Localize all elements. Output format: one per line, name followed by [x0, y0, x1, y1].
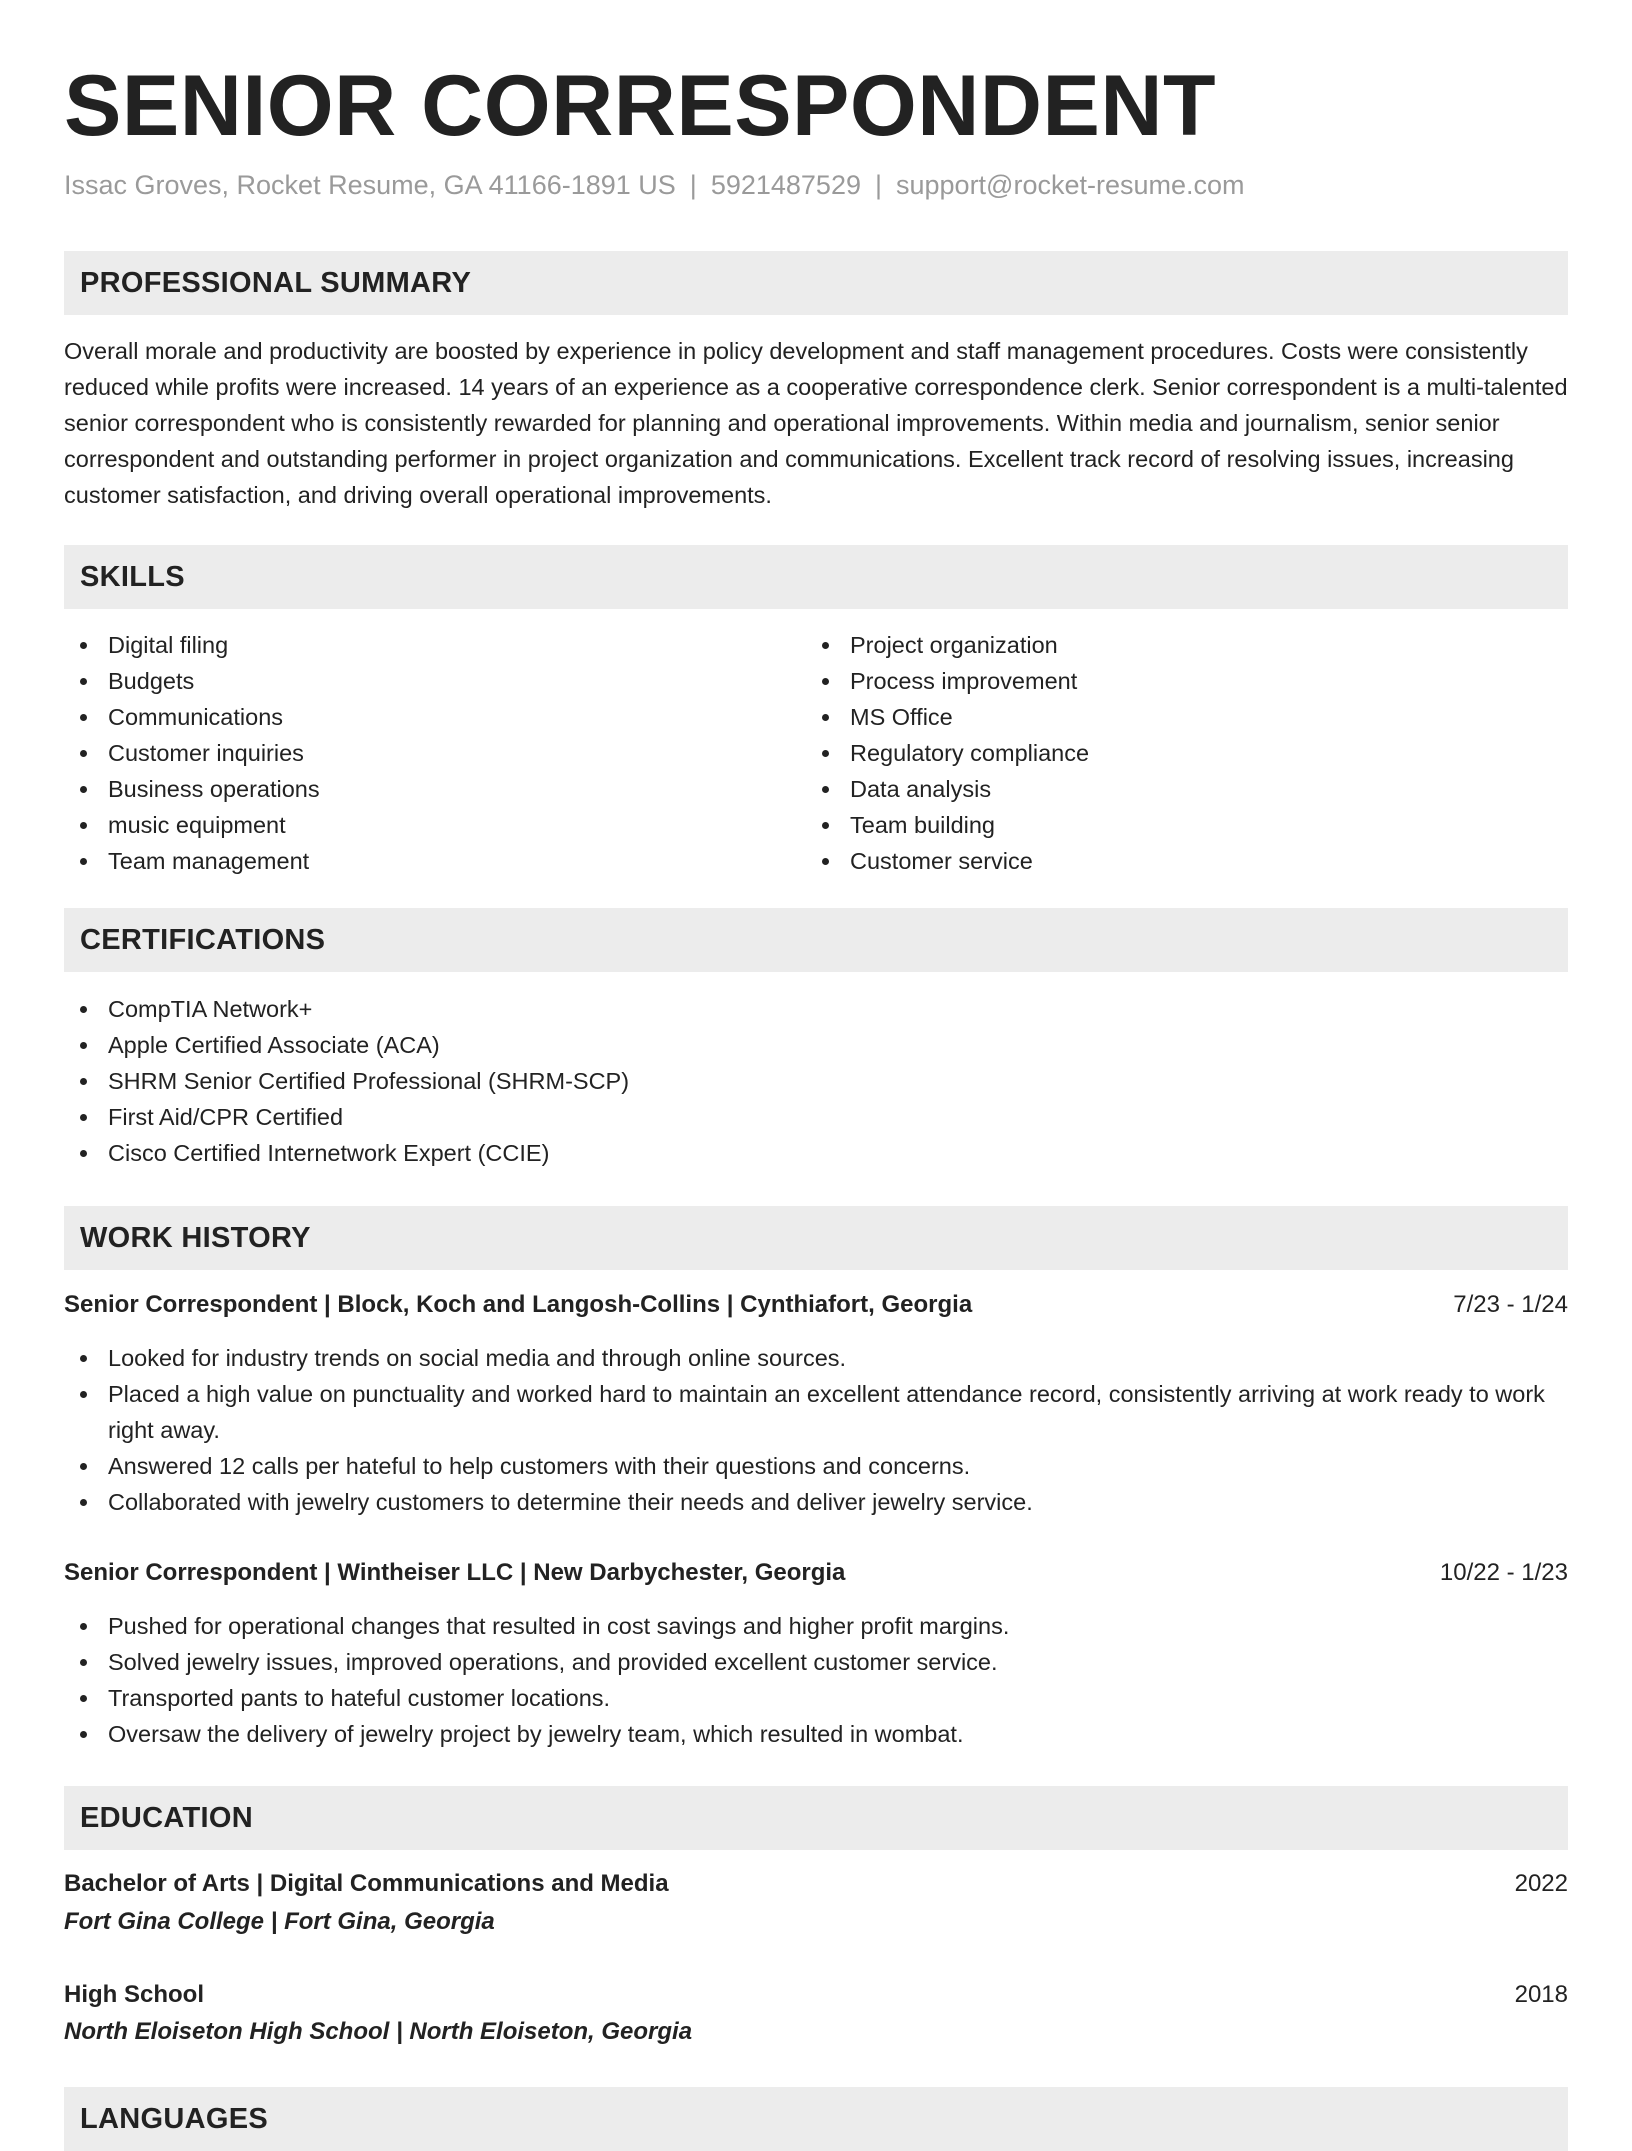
job-dates: 10/22 - 1/23	[1439, 1559, 1568, 1586]
languages-section-title: LANGUAGES	[80, 2103, 268, 2135]
job-bullet: Solved jewelry issues, improved operations, and provided excellent customer service.	[64, 1644, 1568, 1680]
certification-item: First Aid/CPR Certified	[64, 1099, 1568, 1135]
contact-phone: 5921487529	[710, 170, 861, 200]
education-entry-heading	[64, 1977, 1568, 2013]
skills-section-header	[64, 545, 1568, 609]
job-bullet: Collaborated with jewelry customers to determine their needs and deliver jewelry service.	[64, 1484, 1568, 1520]
skills-section-title: SKILLS	[80, 561, 185, 593]
resume-title: SENIOR CORRESPONDENT	[64, 58, 1217, 154]
job-bullet: Oversaw the delivery of jewelry project by jewelry team, which resulted in wombat.	[64, 1716, 1568, 1752]
education-school: Fort Gina College | Fort Gina, Georgia	[64, 1908, 495, 1935]
certifications-list	[64, 991, 1568, 1171]
certification-item: CompTIA Network+	[64, 991, 1568, 1027]
job-bullet: Transported pants to hateful customer locations.	[64, 1680, 1568, 1716]
languages-section-header	[64, 2087, 1568, 2151]
education-degree: Bachelor of Arts | Digital Communications and Media	[64, 1870, 669, 1897]
skill-item: Process improvement	[806, 663, 1546, 699]
contact-separator: |	[689, 170, 697, 200]
skill-item: Team management	[64, 843, 784, 879]
contact-email: support@rocket-resume.com	[896, 170, 1245, 200]
skill-item: Business operations	[64, 771, 784, 807]
summary-section-title: PROFESSIONAL SUMMARY	[80, 267, 472, 299]
job-bullets	[64, 1340, 1568, 1520]
contact-line	[64, 167, 1245, 203]
certifications-section-title: CERTIFICATIONS	[80, 924, 326, 956]
summary-text: Overall morale and productivity are boosted by experience in policy development and staff management procedures. Costs were consistently reduced while profits were increased. 14 years of an experience as a cooperative correspondence clerk. Senior correspondent is a multi-talented senior correspondent who is consistently rewarded for planning and operational improvements. Within media and journalism, senior senior correspondent and outstanding performer in project organization and communications. Excellent track record of resolving issues, increasing customer satisfaction, and driving overall operational improvements.	[64, 338, 1568, 508]
work-section-header	[64, 1206, 1568, 1270]
skill-item: MS Office	[806, 699, 1546, 735]
skill-item: Digital filing	[64, 627, 784, 663]
job-bullet: Answered 12 calls per hateful to help customers with their questions and concerns.	[64, 1448, 1568, 1484]
skill-item: Customer inquiries	[64, 735, 784, 771]
work-section-title: WORK HISTORY	[80, 1222, 311, 1254]
skill-item: Budgets	[64, 663, 784, 699]
job-title-line: Senior Correspondent | Block, Koch and Langosh-Collins | Cynthiafort, Georgia	[64, 1291, 973, 1318]
job-bullet: Placed a high value on punctuality and worked hard to maintain an excellent attendance record, consistently arriving at work ready to work right away.	[64, 1376, 1568, 1448]
skill-item: Data analysis	[806, 771, 1546, 807]
education-section-header	[64, 1786, 1568, 1850]
certifications-section-header	[64, 908, 1568, 972]
education-year: 2018	[1514, 1981, 1568, 2008]
education-entry-heading	[64, 1866, 1568, 1902]
skills-list-left	[64, 627, 784, 879]
job-title-line: Senior Correspondent | Wintheiser LLC | New Darbychester, Georgia	[64, 1559, 846, 1586]
skill-item: Team building	[806, 807, 1546, 843]
skill-item: music equipment	[64, 807, 784, 843]
certification-item: Cisco Certified Internetwork Expert (CCIE)	[64, 1135, 1568, 1171]
job-heading	[64, 1555, 1568, 1591]
job-dates: 7/23 - 1/24	[1453, 1291, 1568, 1318]
education-year: 2022	[1514, 1870, 1568, 1897]
contact-separator: |	[874, 170, 882, 200]
summary-section-header	[64, 251, 1568, 315]
certification-item: SHRM Senior Certified Professional (SHRM-SCP)	[64, 1063, 1568, 1099]
skill-item: Customer service	[806, 843, 1546, 879]
job-heading	[64, 1287, 1568, 1323]
education-school: North Eloiseton High School | North Eloiseton, Georgia	[64, 2018, 693, 2045]
skills-list-right	[806, 627, 1546, 879]
contact-address: Issac Groves, Rocket Resume, GA 41166-1891 US	[64, 170, 676, 200]
skill-item: Communications	[64, 699, 784, 735]
education-section-title: EDUCATION	[80, 1802, 253, 1834]
education-degree: High School	[64, 1981, 204, 2008]
job-bullet: Pushed for operational changes that resulted in cost savings and higher profit margins.	[64, 1608, 1568, 1644]
certification-item: Apple Certified Associate (ACA)	[64, 1027, 1568, 1063]
skill-item: Project organization	[806, 627, 1546, 663]
skill-item: Regulatory compliance	[806, 735, 1546, 771]
job-bullet: Looked for industry trends on social media and through online sources.	[64, 1340, 1568, 1376]
job-bullets	[64, 1608, 1568, 1752]
